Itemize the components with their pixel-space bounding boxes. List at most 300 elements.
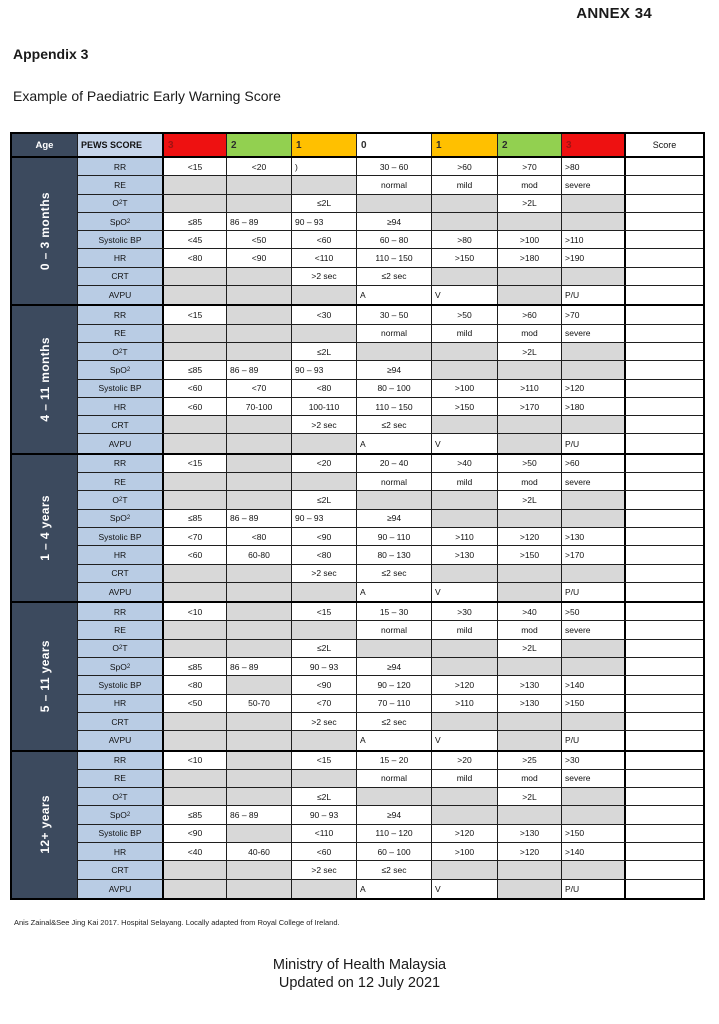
value-cell <box>164 491 227 508</box>
value-cell: <80 <box>227 528 292 545</box>
value-cell: >180 <box>498 249 562 266</box>
param-label-cell: CRT <box>78 713 164 730</box>
value-cell: 90 – 93 <box>292 806 357 823</box>
value-cell: <80 <box>292 380 357 397</box>
value-cell: P/U <box>562 731 626 749</box>
value-cell: >130 <box>432 546 498 563</box>
table-row <box>78 434 703 452</box>
table-row <box>78 195 703 213</box>
score-entry-cell <box>626 510 703 527</box>
table-row <box>78 325 703 343</box>
value-cell: ≥94 <box>357 510 432 527</box>
value-cell: ≥94 <box>357 806 432 823</box>
table-row <box>78 249 703 267</box>
value-cell: 40-60 <box>227 843 292 860</box>
table-row <box>78 565 703 583</box>
value-cell <box>164 880 227 898</box>
param-label-cell: AVPU <box>78 880 164 898</box>
value-cell: P/U <box>562 583 626 601</box>
value-cell: ≤2L <box>292 491 357 508</box>
value-cell: 90 – 110 <box>357 528 432 545</box>
value-cell: <80 <box>164 676 227 693</box>
score-entry-cell <box>626 361 703 378</box>
value-cell: 110 – 150 <box>357 249 432 266</box>
table-row <box>78 286 703 304</box>
value-cell: >150 <box>432 249 498 266</box>
param-label-cell: SpO 2 <box>78 510 164 527</box>
score-entry-cell <box>626 640 703 657</box>
source-footnote: Anis Zainal&See Jing Kai 2017. Hospital Selayang. Locally adapted from Royal College of Ireland. <box>14 918 340 927</box>
value-cell <box>164 343 227 360</box>
param-label-cell: O 2 T <box>78 491 164 508</box>
value-cell: ) <box>292 158 357 175</box>
value-cell: 86 – 89 <box>227 806 292 823</box>
value-cell: severe <box>562 473 626 490</box>
value-cell: >110 <box>498 380 562 397</box>
value-cell <box>432 491 498 508</box>
value-cell <box>227 603 292 620</box>
value-cell <box>357 195 432 212</box>
table-row <box>78 158 703 176</box>
score-entry-cell <box>626 213 703 230</box>
value-cell <box>164 473 227 490</box>
score-entry-cell <box>626 565 703 582</box>
page-title: Example of Paediatric Early Warning Score <box>13 88 281 104</box>
value-cell <box>432 343 498 360</box>
value-cell <box>227 416 292 433</box>
value-cell: mod <box>498 176 562 193</box>
value-cell: <80 <box>292 546 357 563</box>
table-row <box>78 843 703 861</box>
value-cell: 90 – 93 <box>292 510 357 527</box>
param-label-cell: Systolic BP <box>78 676 164 693</box>
value-cell <box>498 434 562 452</box>
table-row <box>78 380 703 398</box>
value-cell: P/U <box>562 286 626 304</box>
value-cell: >30 <box>432 603 498 620</box>
score-entry-cell <box>626 434 703 452</box>
param-label-cell: RE <box>78 770 164 787</box>
age-block-3 <box>12 601 703 749</box>
age-group-label: 0 – 3 months <box>37 192 52 271</box>
value-cell <box>164 861 227 878</box>
value-cell: V <box>432 731 498 749</box>
value-cell: <70 <box>227 380 292 397</box>
value-cell: <10 <box>164 752 227 769</box>
score-entry-cell <box>626 713 703 730</box>
value-cell: >110 <box>432 528 498 545</box>
value-cell: >50 <box>432 306 498 323</box>
value-cell: >2L <box>498 640 562 657</box>
value-cell <box>227 491 292 508</box>
value-cell: ≤2L <box>292 195 357 212</box>
score-entry-cell <box>626 788 703 805</box>
value-cell: >70 <box>498 158 562 175</box>
param-label-cell: AVPU <box>78 583 164 601</box>
footer-line1: Ministry of Health Malaysia <box>272 957 447 973</box>
block-rows <box>78 306 703 452</box>
table-row <box>78 343 703 361</box>
table-row <box>78 268 703 286</box>
value-cell: ≤2 sec <box>357 565 432 582</box>
value-cell: >30 <box>562 752 626 769</box>
age-group-cell-3 <box>12 603 78 749</box>
value-cell: <60 <box>164 398 227 415</box>
value-cell <box>292 880 357 898</box>
param-label-cell: RE <box>78 176 164 193</box>
param-label-cell: SpO 2 <box>78 213 164 230</box>
value-cell <box>164 621 227 638</box>
score-entry-cell <box>626 770 703 787</box>
value-cell <box>227 752 292 769</box>
table-row <box>78 398 703 416</box>
param-label-cell: HR <box>78 695 164 712</box>
table-row <box>78 788 703 806</box>
value-cell <box>227 455 292 472</box>
value-cell <box>164 268 227 285</box>
value-cell: >60 <box>432 158 498 175</box>
value-cell: ≤2 sec <box>357 268 432 285</box>
value-cell: 15 – 30 <box>357 603 432 620</box>
table-row <box>78 695 703 713</box>
value-cell <box>227 286 292 304</box>
param-label-cell: CRT <box>78 861 164 878</box>
table-row <box>78 473 703 491</box>
value-cell: severe <box>562 325 626 342</box>
param-label-cell: SpO 2 <box>78 806 164 823</box>
age-block-4 <box>12 750 703 898</box>
age-group-cell-4 <box>12 752 78 898</box>
value-cell <box>562 510 626 527</box>
value-cell <box>498 286 562 304</box>
score-entry-cell <box>626 416 703 433</box>
value-cell: >60 <box>498 306 562 323</box>
value-cell: >20 <box>432 752 498 769</box>
value-cell: >130 <box>498 825 562 842</box>
value-cell: P/U <box>562 434 626 452</box>
value-cell <box>498 361 562 378</box>
param-label-cell: RR <box>78 752 164 769</box>
value-cell: <90 <box>227 249 292 266</box>
value-cell: 100-110 <box>292 398 357 415</box>
value-cell: <70 <box>292 695 357 712</box>
value-cell: >25 <box>498 752 562 769</box>
param-label-cell: HR <box>78 249 164 266</box>
value-cell: V <box>432 286 498 304</box>
table-row <box>78 546 703 564</box>
value-cell: ≤85 <box>164 806 227 823</box>
value-cell: 110 – 120 <box>357 825 432 842</box>
value-cell: >2L <box>498 788 562 805</box>
value-cell: V <box>432 583 498 601</box>
value-cell: <60 <box>292 231 357 248</box>
value-cell: mild <box>432 473 498 490</box>
value-cell: >110 <box>432 695 498 712</box>
value-cell: 30 – 50 <box>357 306 432 323</box>
table-row <box>78 713 703 731</box>
param-label-cell: RR <box>78 306 164 323</box>
value-cell: 90 – 93 <box>292 213 357 230</box>
score-entry-cell <box>626 752 703 769</box>
value-cell <box>164 286 227 304</box>
value-cell: 70-100 <box>227 398 292 415</box>
table-row <box>78 621 703 639</box>
value-cell: <20 <box>292 455 357 472</box>
header-score-column-cell: Score <box>626 134 703 156</box>
value-cell: >130 <box>498 695 562 712</box>
param-label-cell: RE <box>78 325 164 342</box>
table-row <box>78 806 703 824</box>
value-cell <box>164 325 227 342</box>
param-label-cell: Systolic BP <box>78 825 164 842</box>
param-label-cell: CRT <box>78 565 164 582</box>
score-entry-cell <box>626 343 703 360</box>
header-score-2-cell: 2 <box>227 134 292 156</box>
value-cell <box>227 621 292 638</box>
value-cell: >50 <box>498 455 562 472</box>
age-block-0 <box>12 158 703 304</box>
value-cell: <20 <box>227 158 292 175</box>
table-row <box>78 861 703 879</box>
value-cell <box>164 788 227 805</box>
value-cell: >170 <box>498 398 562 415</box>
value-cell <box>227 268 292 285</box>
value-cell <box>164 770 227 787</box>
table-row <box>78 361 703 379</box>
score-entry-cell <box>626 491 703 508</box>
header-score-1-cell: 1 <box>432 134 498 156</box>
header-score-2-cell: 2 <box>498 134 562 156</box>
value-cell <box>562 861 626 878</box>
value-cell <box>498 583 562 601</box>
age-group-cell-2 <box>12 455 78 601</box>
value-cell <box>227 880 292 898</box>
value-cell <box>292 731 357 749</box>
value-cell: mod <box>498 325 562 342</box>
age-group-label: 4 – 11 months <box>37 337 52 422</box>
value-cell <box>432 416 498 433</box>
table-row <box>78 752 703 770</box>
value-cell: <110 <box>292 249 357 266</box>
value-cell: 60-80 <box>227 546 292 563</box>
value-cell <box>227 565 292 582</box>
param-label-cell: Systolic BP <box>78 231 164 248</box>
value-cell <box>164 565 227 582</box>
table-row <box>78 306 703 324</box>
value-cell: >140 <box>562 676 626 693</box>
value-cell: 30 – 60 <box>357 158 432 175</box>
param-label-cell: Systolic BP <box>78 380 164 397</box>
table-row <box>78 213 703 231</box>
value-cell <box>498 416 562 433</box>
value-cell <box>357 788 432 805</box>
value-cell: ≤85 <box>164 658 227 675</box>
value-cell <box>292 770 357 787</box>
value-cell: >140 <box>562 843 626 860</box>
value-cell <box>432 268 498 285</box>
value-cell: A <box>357 286 432 304</box>
value-cell: 70 – 110 <box>357 695 432 712</box>
param-label-cell: AVPU <box>78 434 164 452</box>
score-entry-cell <box>626 861 703 878</box>
value-cell: >100 <box>432 380 498 397</box>
value-cell <box>562 640 626 657</box>
value-cell <box>292 286 357 304</box>
age-block-2 <box>12 453 703 601</box>
value-cell: <15 <box>292 752 357 769</box>
value-cell <box>498 658 562 675</box>
value-cell <box>292 176 357 193</box>
value-cell: normal <box>357 325 432 342</box>
table-row <box>78 528 703 546</box>
score-entry-cell <box>626 528 703 545</box>
value-cell: 110 – 150 <box>357 398 432 415</box>
value-cell <box>562 416 626 433</box>
param-label-cell: HR <box>78 398 164 415</box>
value-cell: >2 sec <box>292 861 357 878</box>
value-cell: >80 <box>562 158 626 175</box>
value-cell: severe <box>562 770 626 787</box>
value-cell <box>432 565 498 582</box>
value-cell <box>432 788 498 805</box>
value-cell <box>357 640 432 657</box>
score-entry-cell <box>626 158 703 175</box>
value-cell <box>164 640 227 657</box>
value-cell: >2L <box>498 491 562 508</box>
value-cell <box>227 434 292 452</box>
score-entry-cell <box>626 583 703 601</box>
table-row <box>78 583 703 601</box>
value-cell: >2L <box>498 195 562 212</box>
table-row <box>78 231 703 249</box>
annex-label: ANNEX 34 <box>576 5 652 22</box>
value-cell: V <box>432 880 498 898</box>
value-cell <box>164 434 227 452</box>
score-entry-cell <box>626 473 703 490</box>
score-entry-cell <box>626 731 703 749</box>
value-cell <box>562 361 626 378</box>
value-cell <box>164 416 227 433</box>
value-cell: <60 <box>292 843 357 860</box>
value-cell <box>164 583 227 601</box>
value-cell: >2 sec <box>292 565 357 582</box>
value-cell: severe <box>562 176 626 193</box>
value-cell <box>498 565 562 582</box>
value-cell: <60 <box>164 546 227 563</box>
value-cell <box>562 195 626 212</box>
score-entry-cell <box>626 398 703 415</box>
value-cell <box>432 510 498 527</box>
value-cell: <10 <box>164 603 227 620</box>
param-label-cell: RE <box>78 473 164 490</box>
value-cell: <50 <box>164 695 227 712</box>
value-cell: mod <box>498 621 562 638</box>
param-label-cell: SpO 2 <box>78 361 164 378</box>
appendix-heading: Appendix 3 <box>13 46 89 62</box>
param-label-cell: HR <box>78 843 164 860</box>
table-header-row <box>12 134 703 158</box>
value-cell <box>227 583 292 601</box>
value-cell: ≥94 <box>357 658 432 675</box>
value-cell <box>357 343 432 360</box>
score-entry-cell <box>626 843 703 860</box>
block-rows <box>78 455 703 601</box>
score-entry-cell <box>626 880 703 898</box>
score-entry-cell <box>626 621 703 638</box>
value-cell: ≤2L <box>292 343 357 360</box>
value-cell <box>292 434 357 452</box>
value-cell: A <box>357 731 432 749</box>
value-cell: 90 – 93 <box>292 658 357 675</box>
value-cell: <70 <box>164 528 227 545</box>
value-cell: <50 <box>227 231 292 248</box>
value-cell: ≤2 sec <box>357 861 432 878</box>
value-cell <box>562 491 626 508</box>
value-cell <box>292 473 357 490</box>
value-cell: 86 – 89 <box>227 510 292 527</box>
value-cell <box>432 713 498 730</box>
param-label-cell: SpO 2 <box>78 658 164 675</box>
value-cell: >60 <box>562 455 626 472</box>
value-cell: <110 <box>292 825 357 842</box>
value-cell <box>227 731 292 749</box>
score-entry-cell <box>626 825 703 842</box>
table-row <box>78 676 703 694</box>
value-cell: mild <box>432 621 498 638</box>
value-cell: >150 <box>562 695 626 712</box>
value-cell: mild <box>432 176 498 193</box>
value-cell <box>562 713 626 730</box>
value-cell <box>227 770 292 787</box>
table-row <box>78 176 703 194</box>
value-cell: >2 sec <box>292 416 357 433</box>
value-cell <box>227 306 292 323</box>
table-row <box>78 825 703 843</box>
value-cell: >40 <box>432 455 498 472</box>
value-cell: 86 – 89 <box>227 658 292 675</box>
header-score-3-cell: 3 <box>562 134 626 156</box>
value-cell <box>432 361 498 378</box>
value-cell <box>562 565 626 582</box>
value-cell: >150 <box>562 825 626 842</box>
header-age-cell: Age <box>12 134 78 156</box>
param-label-cell: O 2 T <box>78 788 164 805</box>
score-entry-cell <box>626 195 703 212</box>
value-cell <box>498 213 562 230</box>
value-cell: ≤2L <box>292 640 357 657</box>
value-cell: 15 – 20 <box>357 752 432 769</box>
value-cell <box>432 861 498 878</box>
value-cell: >130 <box>498 676 562 693</box>
value-cell <box>562 343 626 360</box>
score-entry-cell <box>626 380 703 397</box>
value-cell: <80 <box>164 249 227 266</box>
score-entry-cell <box>626 249 703 266</box>
value-cell: <40 <box>164 843 227 860</box>
value-cell: normal <box>357 770 432 787</box>
value-cell: >120 <box>432 676 498 693</box>
value-cell <box>562 658 626 675</box>
score-entry-cell <box>626 695 703 712</box>
value-cell: ≤85 <box>164 361 227 378</box>
value-cell: >120 <box>432 825 498 842</box>
value-cell: ≤85 <box>164 510 227 527</box>
value-cell <box>292 621 357 638</box>
value-cell <box>227 861 292 878</box>
value-cell: severe <box>562 621 626 638</box>
param-label-cell: O 2 T <box>78 195 164 212</box>
value-cell <box>164 713 227 730</box>
